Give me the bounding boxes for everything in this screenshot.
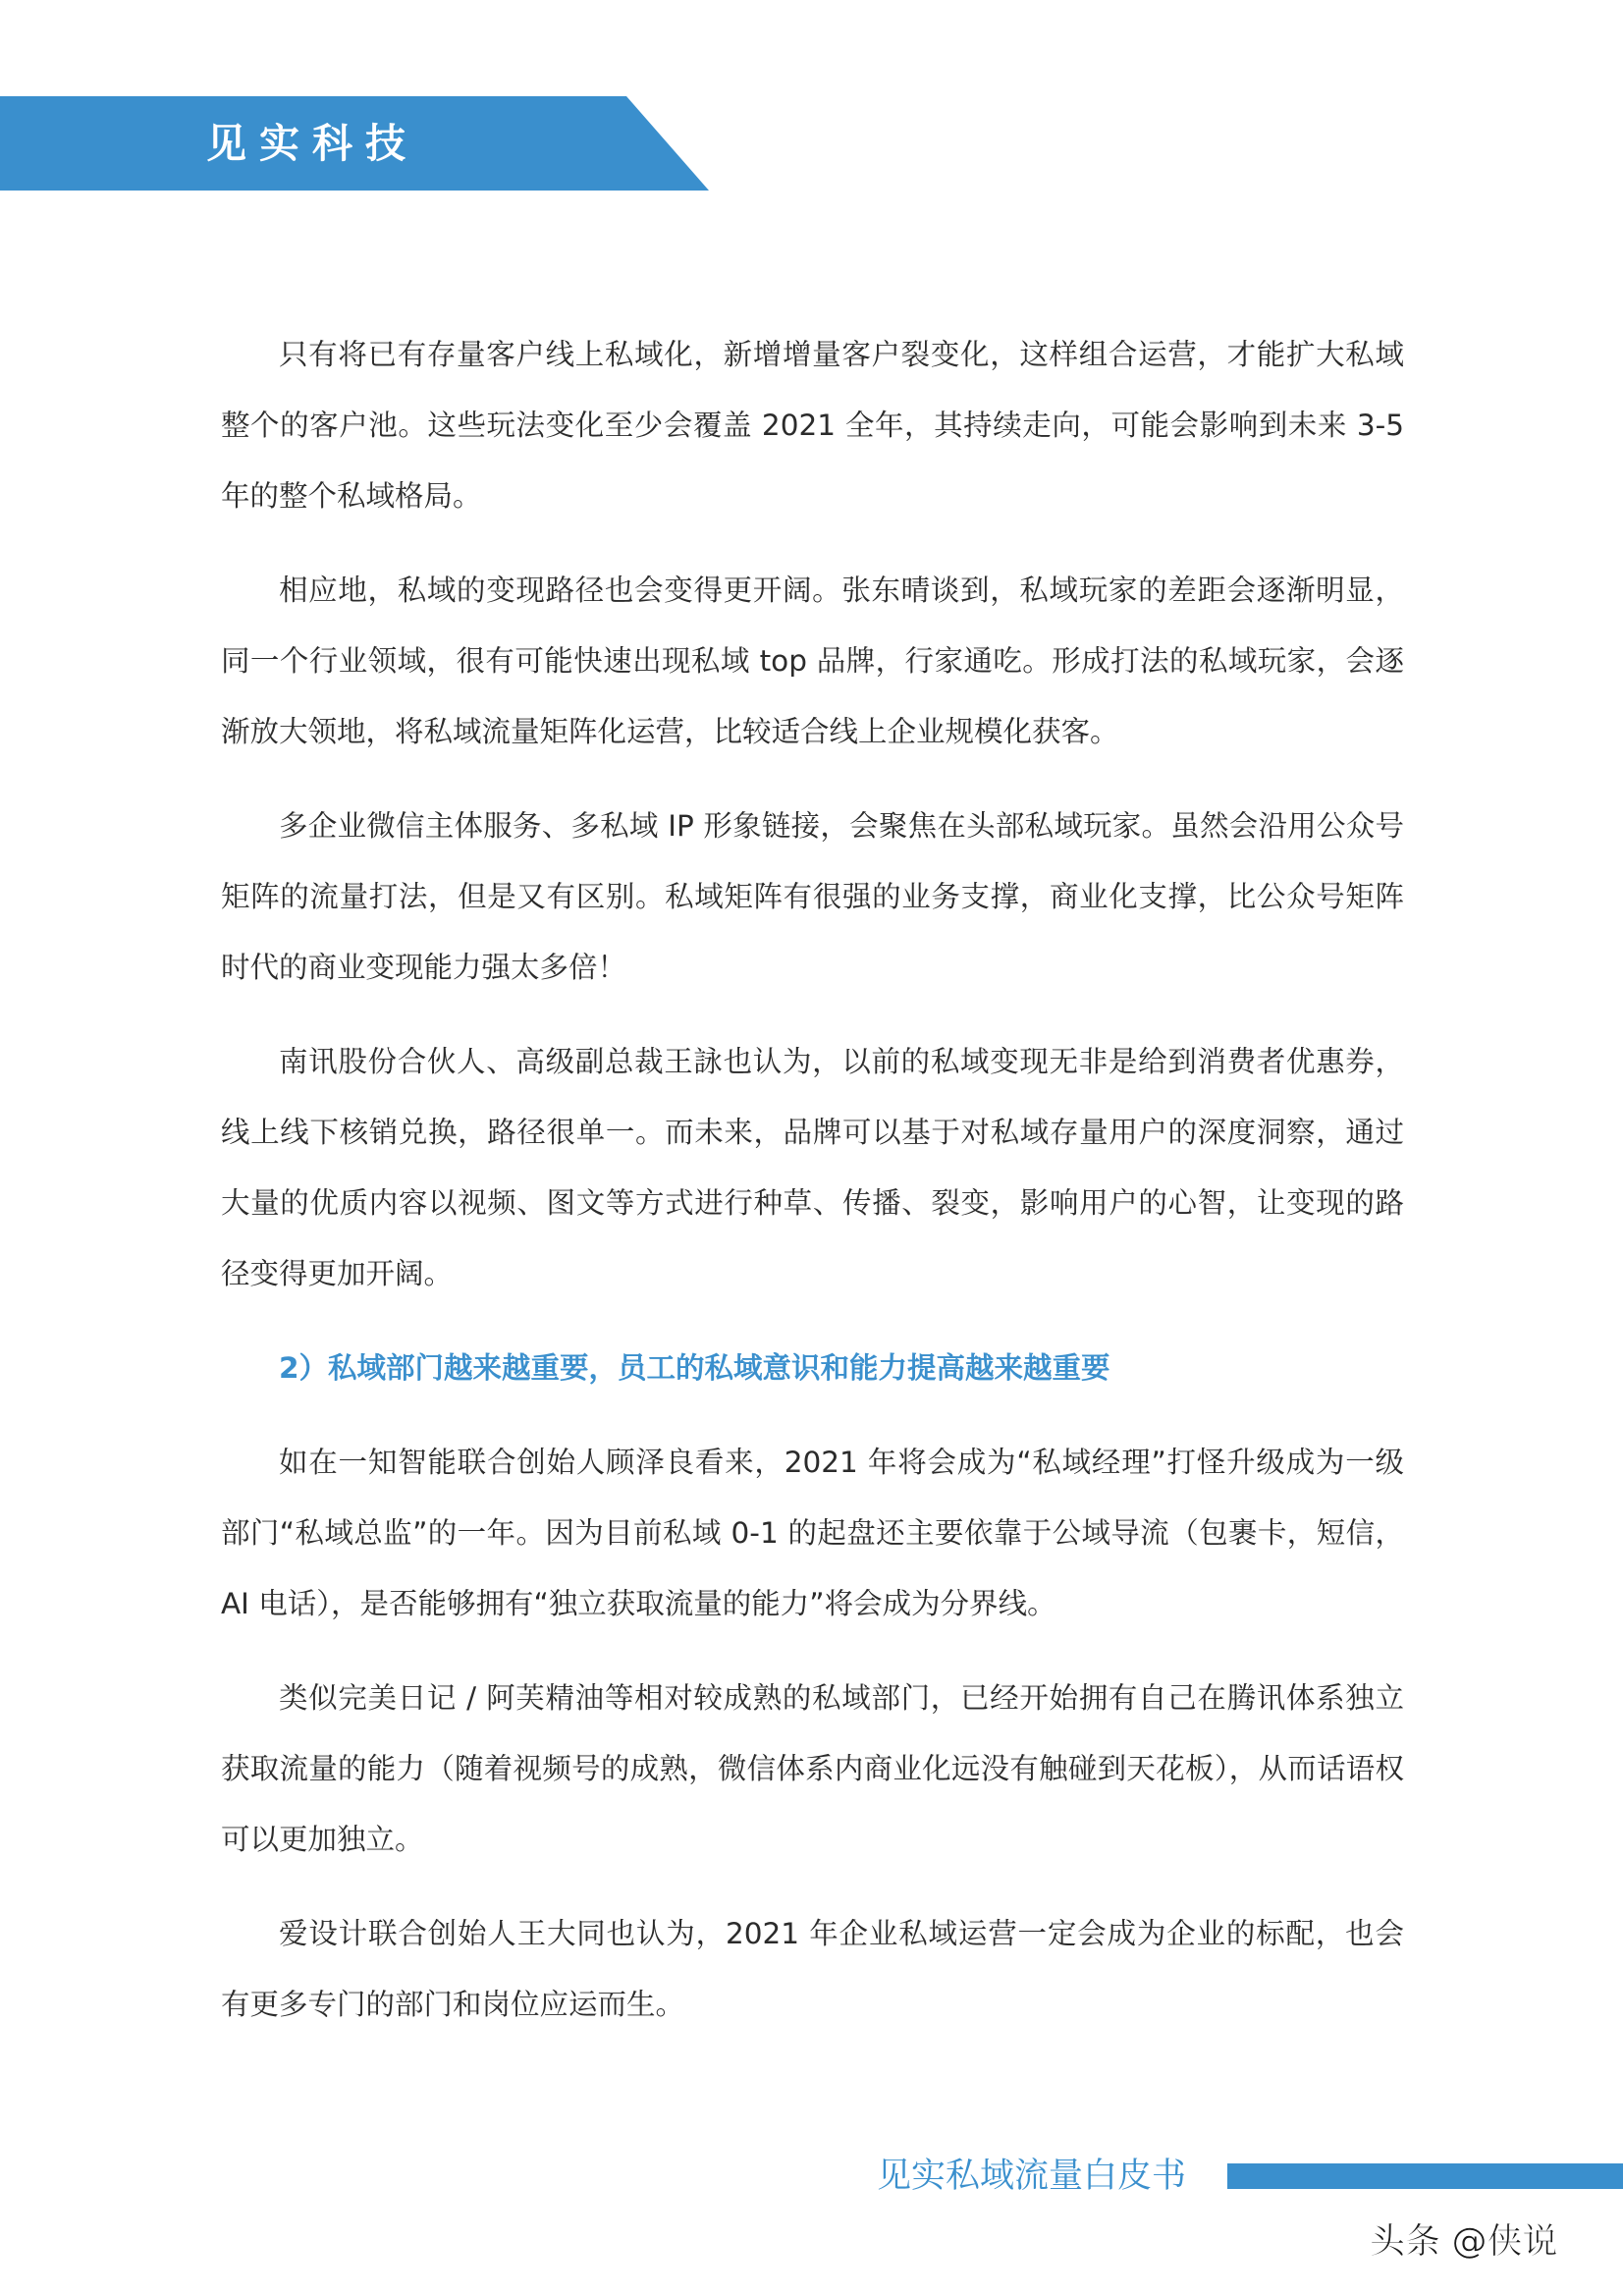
watermark: 头条 @侠说: [1370, 2221, 1558, 2262]
footer-bar: [1227, 2163, 1623, 2189]
footer-title: 见实私域流量白皮书: [877, 2157, 1187, 2196]
paragraph: 爱设计联合创始人王大同也认为，2021 年企业私域运营一定会成为企业的标配，也会有更多专门的部门和岗位应运而生。: [221, 1917, 1404, 2021]
paragraph: 如在一知智能联合创始人顾泽良看来，2021 年将会成为“私域经理”打怪升级成为一级部门“私域总监”的一年。因为目前私域 0-1 的起盘还主要依靠于公域导流（包裹卡，短信，AI 电话），是否能够拥有“独立获取流量的能力”将会成为分界线。: [221, 1446, 1404, 1620]
paragraph: 南讯股份合伙人、高级副总裁王詠也认为，以前的私域变现无非是给到消费者优惠券，线上线下核销兑换，路径很单一。而未来，品牌可以基于对私域存量用户的深度洞察，通过大量的优质内容以视频、图文等方式进行种草、传播、裂变，影响用户的心智，让变现的路径变得更加开阔。: [221, 1045, 1404, 1290]
paragraph: 多企业微信主体服务、多私域 IP 形象链接，会聚焦在头部私域玩家。虽然会沿用公众号矩阵的流量打法，但是又有区别。私域矩阵有很强的业务支撑，商业化支撑，比公众号矩阵时代的商业变现能力强太多倍！: [221, 809, 1404, 984]
header-title: 见实科技: [206, 120, 418, 167]
article-body: [221, 319, 1404, 2063]
section-subheading: 2）私域部门越来越重要，员工的私域意识和能力提高越来越重要: [279, 1351, 1110, 1385]
paragraph: 类似完美日记 / 阿芙精油等相对较成熟的私域部门，已经开始拥有自己在腾讯体系独立获取流量的能力（随着视频号的成熟，微信体系内商业化远没有触碰到天花板），从而话语权可以更加独立。: [221, 1681, 1404, 1856]
paragraph: 只有将已有存量客户线上私域化，新增增量客户裂变化，这样组合运营，才能扩大私域整个的客户池。这些玩法变化至少会覆盖 2021 全年，其持续走向，可能会影响到未来 3-5 年的整个私域格局。: [221, 338, 1404, 513]
paragraph: 相应地，私域的变现路径也会变得更开阔。张东晴谈到，私域玩家的差距会逐渐明显，同一个行业领域，很有可能快速出现私域 top 品牌，行家通吃。形成打法的私域玩家，会逐渐放大领地，将私域流量矩阵化运营，比较适合线上企业规模化获客。: [221, 574, 1404, 748]
